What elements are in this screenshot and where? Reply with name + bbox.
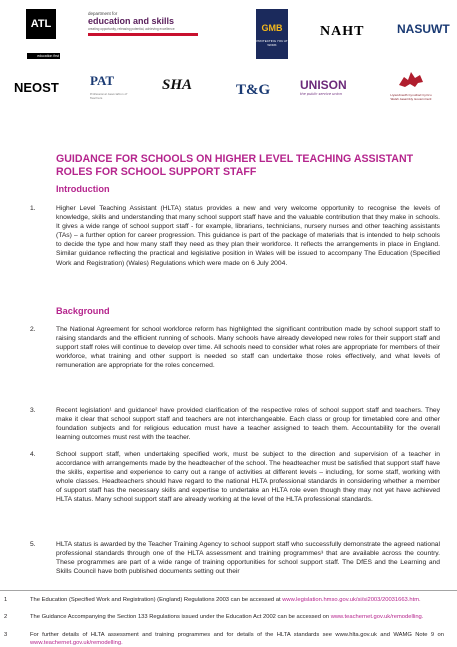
footnote-number: 3 xyxy=(4,632,8,638)
dfes-logo-bar xyxy=(88,33,198,36)
footnote-divider xyxy=(0,590,457,591)
welsh-assembly-logo xyxy=(380,68,442,102)
dfes-logo xyxy=(88,11,198,36)
paragraph-number: 5. xyxy=(30,541,36,548)
atl-logo xyxy=(26,9,56,39)
footnote-link[interactable]: www.legislation.hmso.gov.uk/si/si2003/20031663.htm. xyxy=(282,597,421,603)
section-heading-introduction: Introduction xyxy=(56,184,110,194)
paragraph-number: 1. xyxy=(30,205,36,212)
paragraph-text: School support staff, when undertaking specified work, must be subject to the direction and supervision of a teacher in accordance with arrangements made by the headteacher of the school. The headteacher must be satisfied that support staff have the skills, expertise and experience to carry out a range of activities at different levels – including, for some staff, working with whole classes. Headteachers should have regard to the national HLTA professional standards in considering whether a member of support staff has the necessary skills and expertise to undertake an HLTA role even though they may not yet have achieved HLTA status. Many school support staff are already working at the level of the HLTA professional standards. xyxy=(56,451,440,504)
paragraph-2 xyxy=(30,325,440,370)
paragraph-5 xyxy=(30,540,440,576)
paragraph-4 xyxy=(30,450,440,505)
pat-logo xyxy=(90,73,130,100)
welsh-assembly-logo-line1: Llywodraeth Cynulliad Cymru xyxy=(390,93,432,97)
gmb-logo-mark: GMB xyxy=(261,23,283,33)
section-heading-background: Background xyxy=(56,306,110,316)
paragraph-text: Higher Level Teaching Assistant (HLTA) status provides a new and very welcome opportunity to recognise the levels of knowledge, skills and understanding that many school support staff have and the valuable contribution that they make in schools. It gives a wide range of school support staff - for example, librarians, technicians, nursery nurses and other teaching assistants (TAs) – a further option for career progression. This guidance is part of the package of materials that is intended to help schools to decide the type and how many staff they need as they plan their workforce. It reflects the arrangements in place in England. Similar guidance reflecting the practical and legislative position in Wales will be issued to accompany The Education (Specified Work and Registration) (Wales) Regulations which were made on 6 July 2004. xyxy=(56,205,440,267)
nasuwt-logo: NASUWT xyxy=(397,22,450,36)
footnote-2 xyxy=(4,613,444,621)
paragraph-text: HLTA status is awarded by the Teacher Training Agency to school support staff who successfully demonstrate the agreed national professional standards through one of the HLTA assessment and training programmes³ that are available across the country. These programmes are part of a wide range of training opportunities for school support staff. The DfES and the Learning and Skills Council have both published documents setting out their xyxy=(56,541,440,576)
dfes-logo-name: education and skills xyxy=(88,16,175,26)
footnote-number: 1 xyxy=(4,597,8,603)
dfes-logo-tagline: creating opportunity, releasing potential, achieving excellence xyxy=(88,27,175,31)
gmb-logo xyxy=(256,9,288,59)
paragraph-number: 4. xyxy=(30,451,36,458)
paragraph-1 xyxy=(30,204,440,268)
footnote-text xyxy=(30,596,444,604)
welsh-assembly-logo-line2: Welsh Assembly Government xyxy=(390,96,432,101)
footnote-body: For further details of HLTA assessment and training programmes and for details of the HLTA standards see www.hlta.gov.uk and WAMG Note 9 on xyxy=(30,632,444,638)
unison-logo xyxy=(300,78,356,96)
footnote-3 xyxy=(4,631,444,647)
paragraph-number: 3. xyxy=(30,407,36,414)
footnote-text xyxy=(30,613,444,621)
dragon-icon xyxy=(396,68,426,90)
atl-logo-tagline: education first xyxy=(27,53,60,59)
dfes-logo-dept: department for xyxy=(88,11,118,16)
footnote-number: 2 xyxy=(4,614,8,620)
paragraph-text: The National Agreement for school workforce reform has highlighted the significant contribution made by school support staff to raising standards and the efficient running of schools. Many schools have already developed new roles for their support staff and support staff roles will continue to develop over time. All schools need to consider what roles are appropriate for members of their workforce, what training and other support is needed so staff can undertake those roles effectively, and what levels of remuneration are appropriate for the roles concerned. xyxy=(56,326,440,370)
partner-logos xyxy=(0,0,457,150)
neost-logo: NEOST xyxy=(14,80,59,95)
footnote-text xyxy=(30,631,444,647)
footnote-link[interactable]: www.teachernet.gov.uk/remodelling. xyxy=(330,614,424,620)
page-title: GUIDANCE FOR SCHOOLS ON HIGHER LEVEL TEACHING ASSISTANT ROLES FOR SCHOOL SUPPORT STAFF xyxy=(56,153,414,178)
footnote-link[interactable]: www.teachernet.gov.uk/remodelling. xyxy=(30,640,123,646)
atl-logo-mark: ATL xyxy=(30,18,52,30)
unison-logo-mark: UNISON xyxy=(300,78,347,92)
unison-logo-tagline: the public service union xyxy=(300,92,342,96)
footnote-1 xyxy=(4,596,444,604)
sha-logo: SHA xyxy=(162,77,193,93)
pat-logo-tagline: Professional Association of Teachers xyxy=(90,92,128,100)
pat-logo-mark: PAT xyxy=(90,73,115,88)
gmb-logo-tagline: PROTECTING YOU AT WORK xyxy=(256,39,288,47)
naht-logo: NAHT xyxy=(320,24,365,39)
paragraph-3 xyxy=(30,406,440,442)
paragraph-number: 2. xyxy=(30,326,36,333)
footnote-body: The Guidance Accompanying the Section 133 Regulations issued under the Education Act 2002 can be accessed on xyxy=(30,614,331,620)
footnote-body: The Education (Specified Work and Registration) (England) Regulations 2003 can be accessed at xyxy=(30,597,283,603)
tg-logo: T&G xyxy=(236,82,271,98)
paragraph-text: Recent legislation¹ and guidance² have provided clarification of the respective roles of school support staff and teachers. They make it clear that school support staff and teachers are not interchangeable. Each class or group for timetabled core and other foundation subjects and for religious education must have a teacher assigned to teach them. Accountability for the overall learning outcomes must rest with the teacher. xyxy=(56,407,440,442)
